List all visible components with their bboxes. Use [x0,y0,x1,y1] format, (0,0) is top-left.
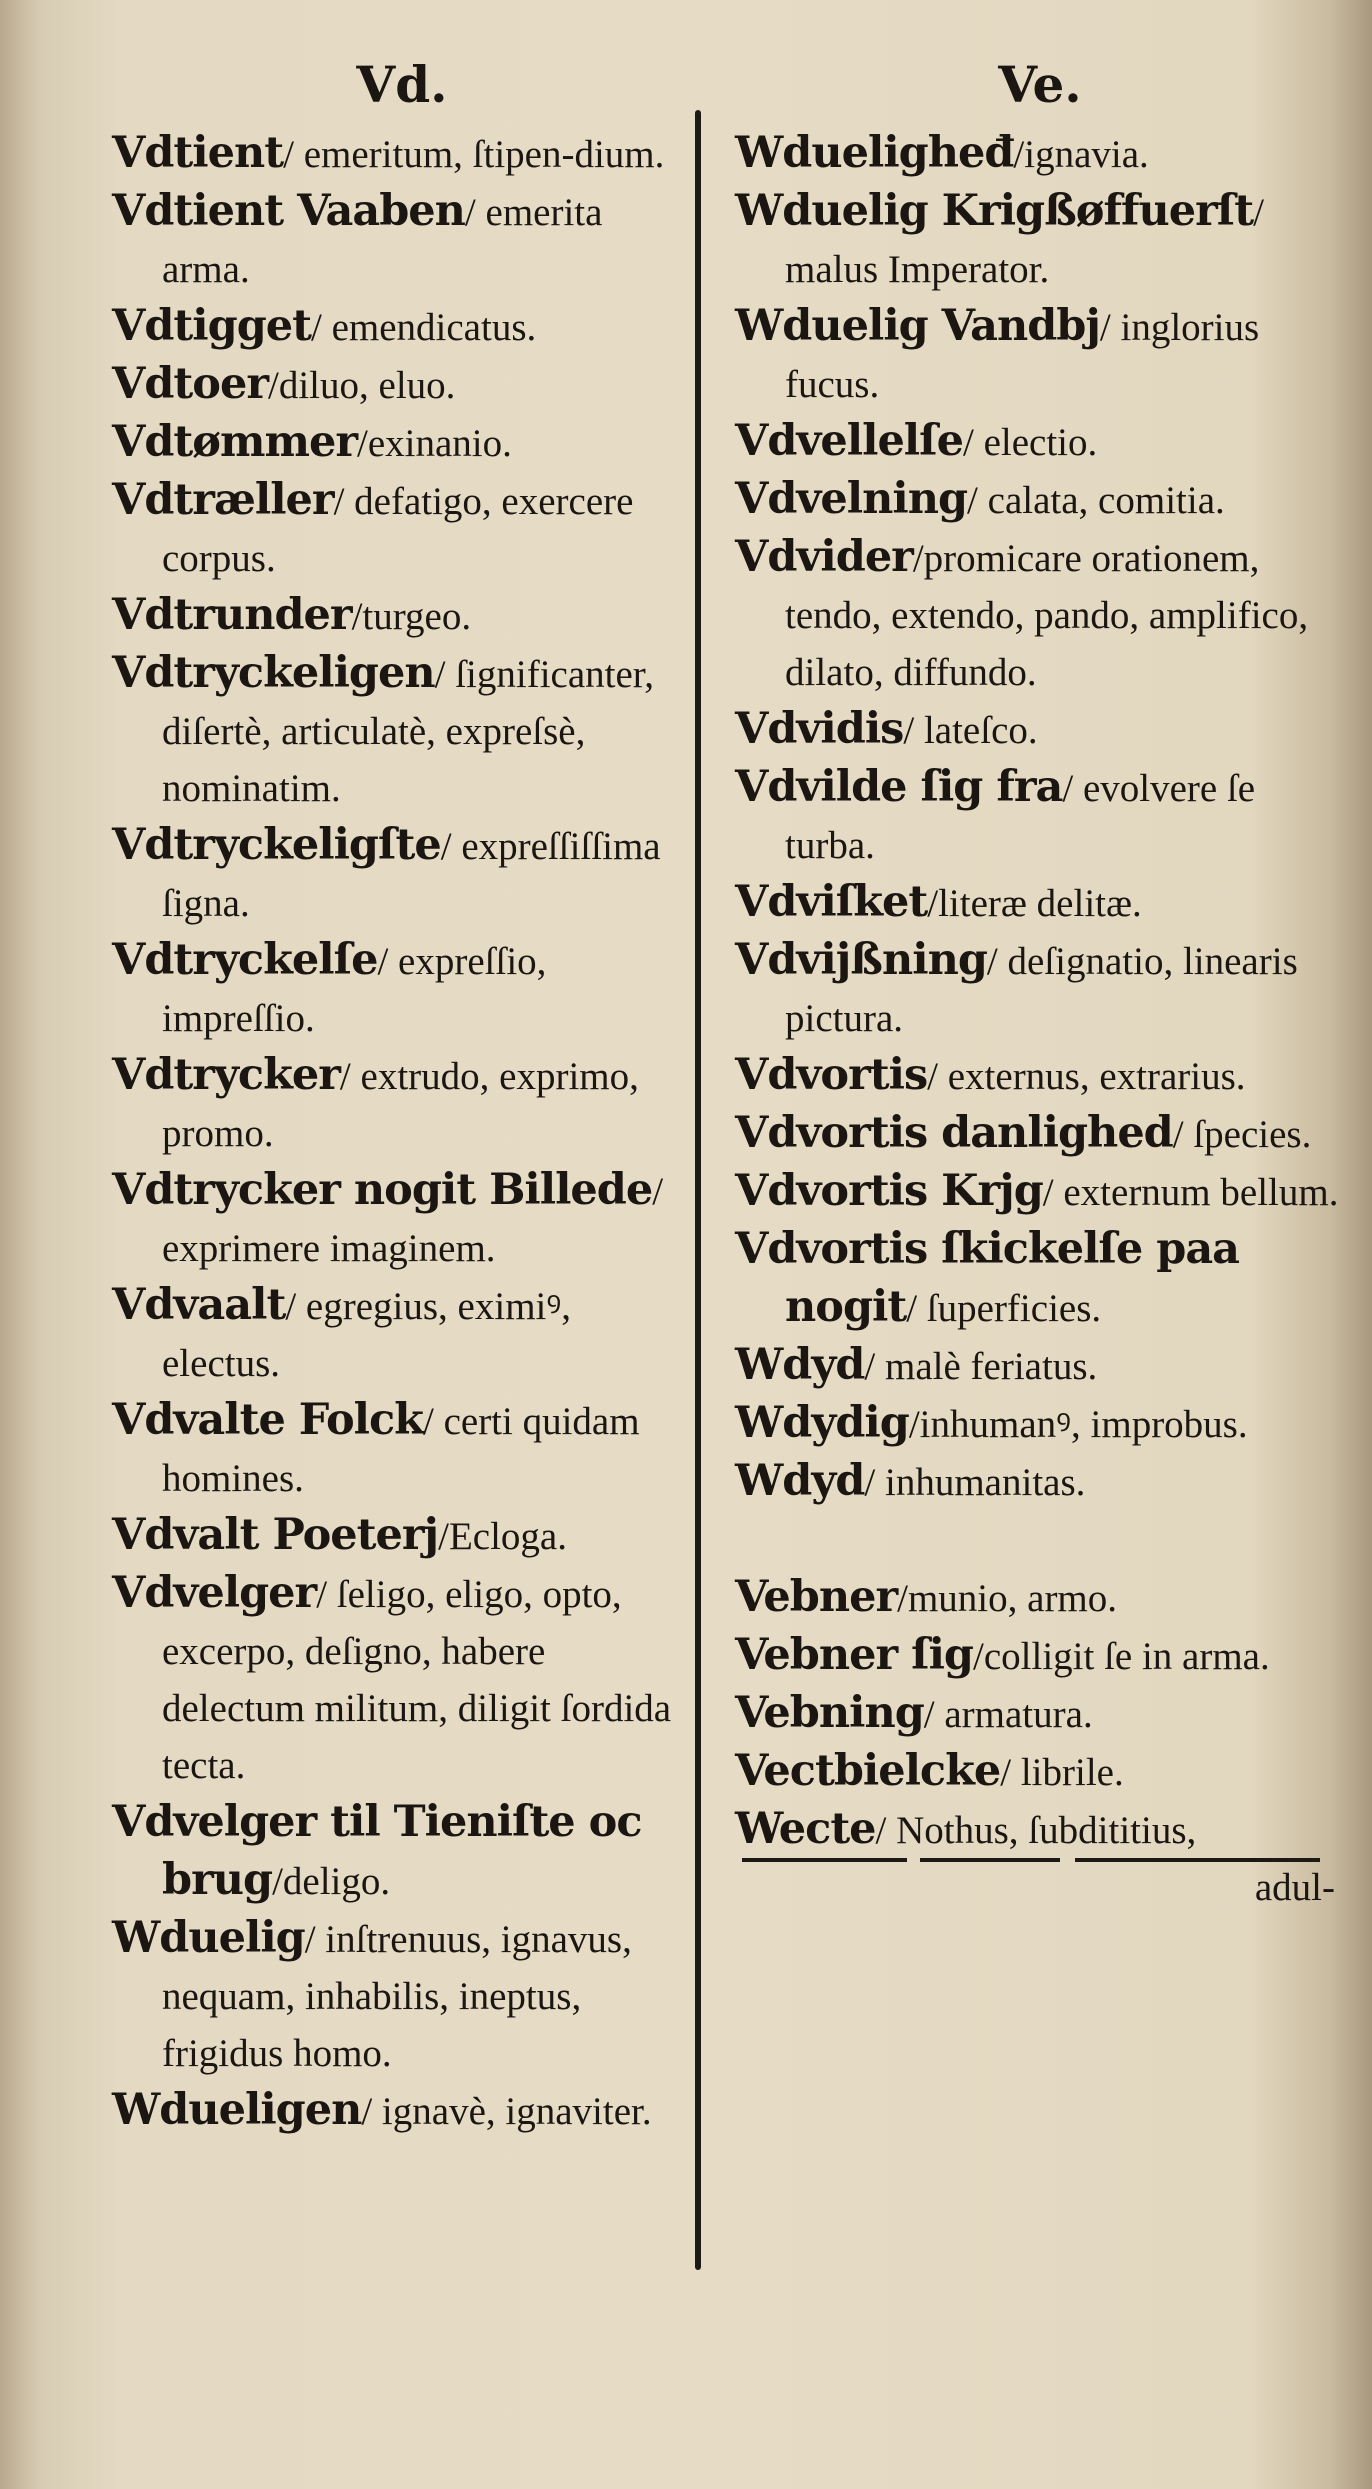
entry-headword: Vdvortis ſkickelſe paa nogit [735,1224,1240,1332]
entry-definition: /promicare orationem, tendo, extendo, pando, amplifico, dilato, diffundo. [785,537,1309,694]
dictionary-entry [735,1627,1345,1685]
entry-headword: Vdvortis [735,1050,928,1100]
entry-headword: Wdueligen [112,2085,362,2135]
left-entry-list [112,125,692,2140]
entry-headword: Wdyd [735,1456,865,1506]
dictionary-entry [735,125,1345,183]
entry-definition: / inſtrenuus, ignavus, nequam, inhabilis, ineptus, frigidus homo. [162,1918,632,2075]
entry-definition: / ſuperficies. [906,1287,1102,1330]
dictionary-entry [112,817,692,932]
dictionary-entry [735,932,1345,1047]
entry-definition: / malè feriatus. [864,1345,1098,1388]
entry-headword: Vdtrycker [112,1050,340,1100]
entry-headword: Vebner [735,1572,898,1622]
dictionary-entry [735,1105,1345,1163]
entry-headword: Vebning [735,1688,924,1738]
entry-headword: Vdvaalt [112,1280,286,1330]
entry-definition: /munio, armo. [897,1577,1118,1620]
dictionary-entry [735,1163,1345,1221]
entry-headword: Vdvijßning [735,935,987,985]
entry-headword: Vdvelger [112,1568,317,1618]
entry-definition: / expreſſiſſima ſigna. [162,825,661,925]
dictionary-entry [112,472,692,587]
dictionary-entry [735,701,1345,759]
entry-definition: / ſeligo, eligo, opto, excerpo, deſigno, habere delectum militum, diligit ſordida tecta. [162,1573,672,1787]
entry-definition: / externum bellum. [1042,1171,1339,1214]
dictionary-entry [112,298,692,356]
left-column [112,50,692,2140]
entry-headword: Vdvortis Krjg [735,1166,1043,1216]
right-entry-list [735,125,1345,1511]
entry-definition: /inhumanꝰ, improbus. [908,1403,1248,1446]
entry-headword: Wecte [735,1804,876,1854]
entry-definition: / extrudo, exprimo, promo. [162,1055,639,1155]
right-column-header: Ve. [998,55,1082,114]
dictionary-entry [112,587,692,645]
dictionary-entry [735,1337,1345,1395]
entry-headword: Vdvilde ſig fra [735,762,1063,812]
entry-headword: Wdydig [735,1398,909,1448]
section-gap [735,1511,1345,1569]
entry-headword: Wduelig Krigßøffuerſt [735,186,1254,236]
entry-definition: / malus Imperator. [785,191,1264,291]
entry-headword: Wdueligheđ [735,128,1014,178]
dictionary-entry [112,1794,692,1910]
entry-definition: / exprimere imaginem. [162,1170,664,1270]
dictionary-entry [735,471,1345,529]
dictionary-entry [735,1047,1345,1105]
entry-headword: Vebner ſig [735,1630,973,1680]
entry-headword: Wdyd [735,1340,865,1390]
entry-definition: / armatura. [923,1693,1093,1736]
entry-headword: Vectbielcke [735,1746,1001,1796]
dictionary-entry [112,414,692,472]
entry-headword: Vdtigget [112,301,311,351]
entry-definition: /diluo, eluo. [268,364,456,407]
dictionary-entry [112,125,692,183]
entry-headword: Vdtoer [112,359,268,409]
dictionary-entry [735,1221,1345,1337]
dictionary-entry [112,1162,692,1277]
left-column-header: Vd. [356,55,448,114]
entry-headword: Vdtrycker nogit Billede [112,1165,653,1215]
entry-definition: /turgeo. [351,595,472,638]
entry-headword: Vdvelger til Tieniſte oc brug [112,1797,642,1905]
entry-definition: / ignavè, ignaviter. [361,2090,652,2133]
entry-definition: /ignavia. [1013,133,1149,176]
entry-headword: Vdtient [112,128,284,178]
entry-definition: / emendicatus. [310,306,537,349]
entry-definition: / Nothus, ſubdititius, [875,1809,1197,1852]
dictionary-entry [735,1453,1345,1511]
entry-definition: / lateſco. [903,709,1038,752]
entry-definition: / deſignatio, linearis pictura. [785,940,1298,1040]
dictionary-entry [112,183,692,298]
entry-headword: Vdtient Vaaben [112,186,465,236]
entry-headword: Vdvalte Folck [112,1395,423,1445]
entry-headword: Wduelig Vandbj [735,301,1100,351]
dictionary-entry [112,1047,692,1162]
entry-headword: Vdtømmer [112,417,357,467]
dictionary-entry [735,529,1345,701]
entry-definition: / certi quidam homines. [162,1400,640,1500]
dictionary-entry [112,1277,692,1392]
entry-definition: / librile. [1000,1751,1124,1794]
entry-definition: / externus, extrarius. [927,1055,1246,1098]
right-column [735,50,1345,1916]
entry-headword: Vdvidis [735,704,904,754]
entry-headword: Vdvellelſe [735,416,963,466]
dictionary-entry [112,1392,692,1507]
dictionary-entry [112,356,692,414]
entry-definition: / defatigo, exercere corpus. [162,480,634,580]
dictionary-entry [112,2082,692,2140]
entry-headword: Vdvider [735,532,913,582]
entry-headword: Vdtryckeligſte [112,820,441,870]
entry-definition: / calata, comitia. [967,479,1225,522]
dictionary-entry [735,1395,1345,1453]
entry-headword: Vdtræller [112,475,334,525]
entry-definition: / ſignificanter, diſertè, articulatè, expreſsè, nominatim. [162,653,654,810]
entry-definition: / electio. [963,421,1098,464]
entry-definition: / inhumanitas. [864,1461,1086,1504]
entry-definition: /exinanio. [356,422,512,465]
dictionary-entry [735,1743,1345,1801]
entry-definition: /literæ delitæ. [927,882,1142,925]
entry-definition: / emeritum, ſtipen-dium. [283,133,665,176]
dictionary-entry [735,1569,1345,1627]
entry-headword: Vdtryckelſe [112,935,378,985]
entry-headword: Vdvelning [735,474,968,524]
dictionary-entry [735,413,1345,471]
dictionary-entry [735,1801,1345,1859]
catchword: adul- [1254,1866,1335,1909]
entry-definition: / inglorius fucus. [785,306,1260,406]
entry-headword: Wduelig [112,1913,305,1963]
entry-definition: /deligo. [272,1860,391,1903]
entry-definition: / emerita arma. [162,191,603,291]
entry-headword: Vdtryckeligen [112,648,435,698]
entry-definition: / expreſſio, impreſſio. [162,940,547,1040]
dictionary-entry [735,1685,1345,1743]
entry-definition: / egregius, eximiꝰ, electus. [162,1285,572,1385]
dictionary-entry [112,1910,692,2082]
entry-headword: Vdvalt Poeterj [112,1510,439,1560]
dictionary-entry [112,932,692,1047]
entry-headword: Vdtrunder [112,590,352,640]
dictionary-entry [735,183,1345,298]
dictionary-entry [735,298,1345,413]
dictionary-entry [112,1507,692,1565]
entry-definition: /colligit ſe in arma. [973,1635,1270,1678]
dictionary-entry [735,874,1345,932]
entry-definition: /Ecloga. [438,1515,567,1558]
entry-headword: Vdviſket [735,877,928,927]
dictionary-entry [735,759,1345,874]
dictionary-entry [112,1565,692,1794]
right-entry-list-2 [735,1569,1345,1859]
entry-headword: Vdvortis danlighed [735,1108,1173,1158]
column-divider [695,110,701,2270]
dictionary-entry [112,645,692,817]
entry-definition: / evolvere ſe turba. [785,767,1256,867]
entry-definition: / ſpecies. [1172,1113,1312,1156]
